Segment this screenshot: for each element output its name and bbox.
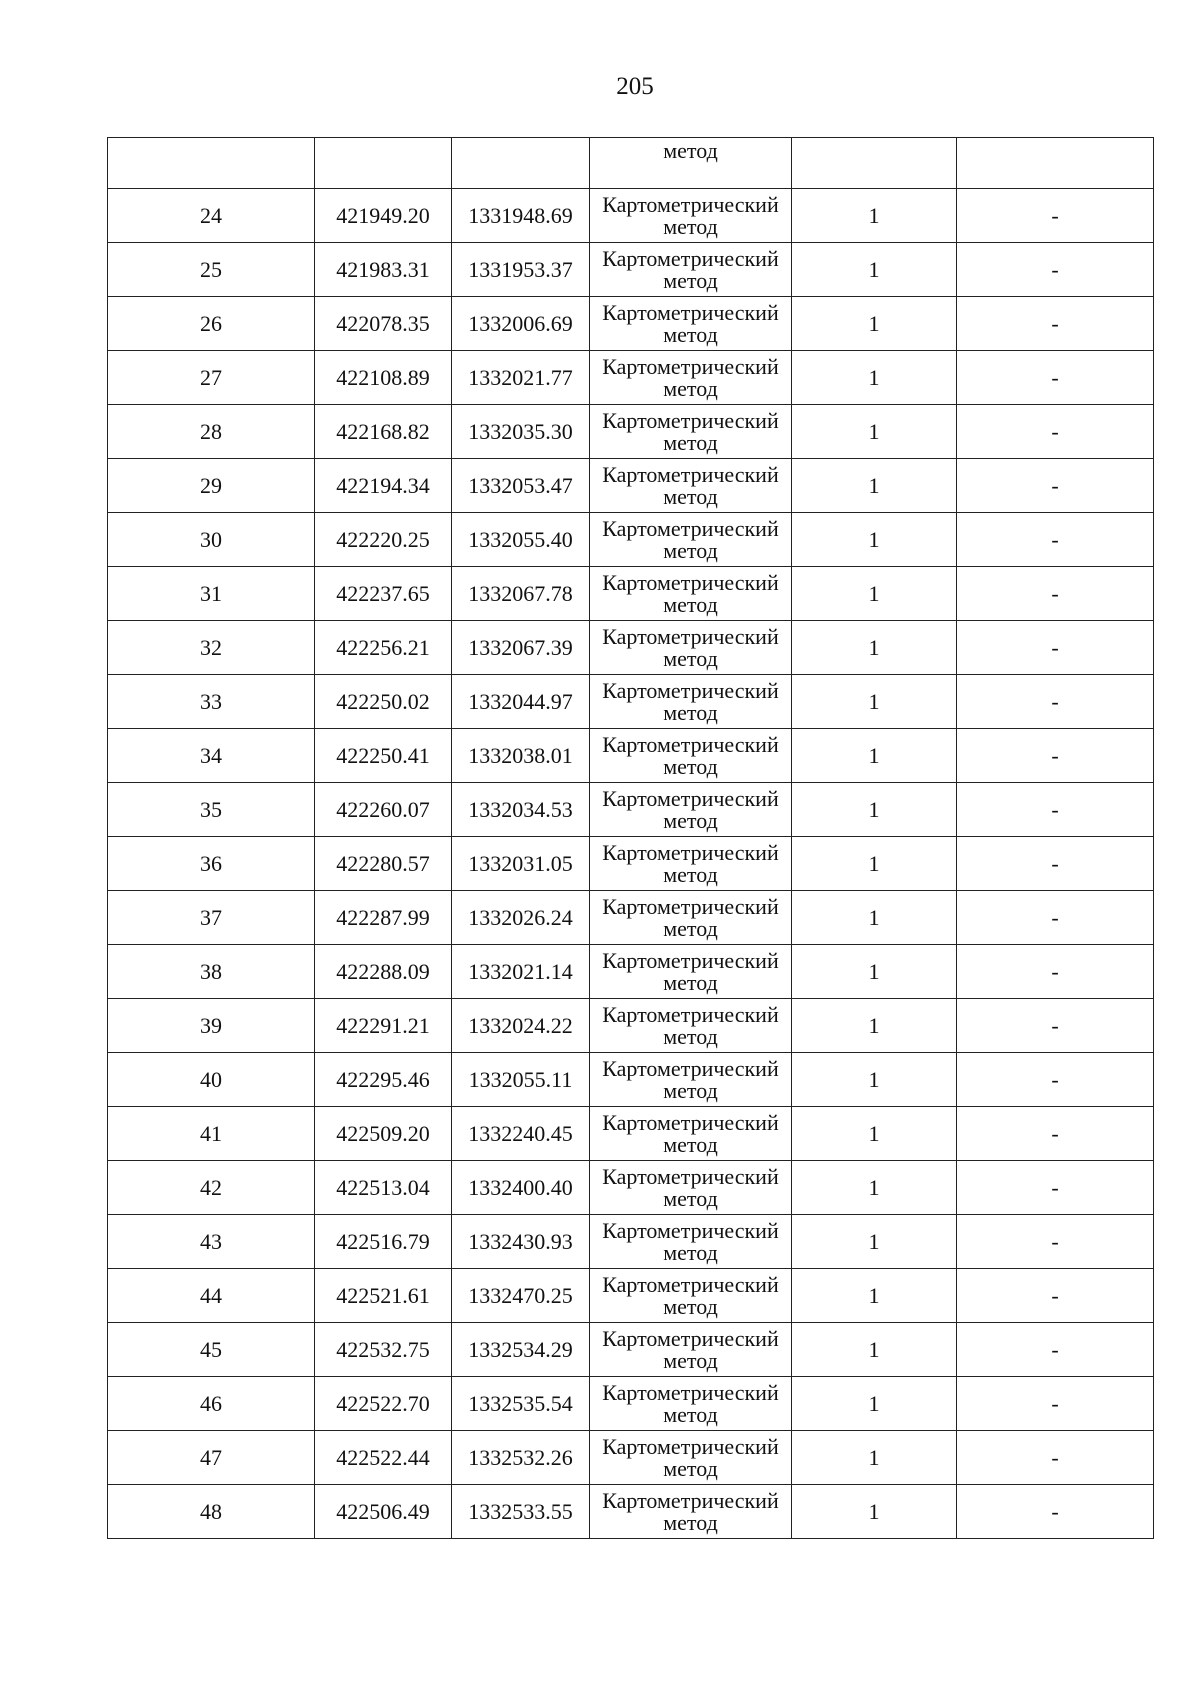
y-coordinate-cell: 1332240.45 <box>452 1107 590 1161</box>
method-line-2: метод <box>663 861 718 887</box>
method-cell <box>590 621 792 675</box>
x-coordinate-cell: 422280.57 <box>315 837 452 891</box>
x-coordinate-cell: 422108.89 <box>315 351 452 405</box>
method-cell <box>590 999 792 1053</box>
note-cell: - <box>957 189 1154 243</box>
method-line-1: Картометрический <box>602 569 779 595</box>
method-cell <box>590 513 792 567</box>
x-coordinate-cell: 422532.75 <box>315 1323 452 1377</box>
x-coordinate-cell: 422295.46 <box>315 1053 452 1107</box>
point-number-cell: 29 <box>108 459 315 513</box>
accuracy-cell: 1 <box>792 1161 957 1215</box>
point-number-cell: 45 <box>108 1323 315 1377</box>
page-number: 205 <box>616 73 654 100</box>
point-number-cell: 43 <box>108 1215 315 1269</box>
table-row <box>108 1269 1154 1323</box>
note-cell: - <box>957 351 1154 405</box>
accuracy-cell: 1 <box>792 675 957 729</box>
y-coordinate-cell: 1332470.25 <box>452 1269 590 1323</box>
method-cell <box>590 567 792 621</box>
x-coordinate-cell: 422506.49 <box>315 1485 452 1539</box>
method-cell <box>590 1431 792 1485</box>
accuracy-cell: 1 <box>792 297 957 351</box>
point-number-cell: 48 <box>108 1485 315 1539</box>
method-line-1: Картометрический <box>602 623 779 649</box>
method-line-1: Картометрический <box>602 1433 779 1459</box>
table-row <box>108 243 1154 297</box>
method-line-2: метод <box>663 1401 718 1427</box>
table-row <box>108 675 1154 729</box>
method-line-2: метод <box>663 1185 718 1211</box>
point-number-cell: 25 <box>108 243 315 297</box>
method-cell <box>590 1377 792 1431</box>
note-cell: - <box>957 999 1154 1053</box>
cell-empty <box>792 138 957 189</box>
accuracy-cell: 1 <box>792 1323 957 1377</box>
method-line-2: метод <box>663 807 718 833</box>
point-number-cell: 47 <box>108 1431 315 1485</box>
x-coordinate-cell: 422237.65 <box>315 567 452 621</box>
y-coordinate-cell: 1332534.29 <box>452 1323 590 1377</box>
x-coordinate-cell: 422256.21 <box>315 621 452 675</box>
method-line-1: Картометрический <box>602 407 779 433</box>
coordinates-table <box>107 137 1154 1539</box>
y-coordinate-cell: 1332024.22 <box>452 999 590 1053</box>
method-line-2: метод <box>663 1239 718 1265</box>
method-line-2: метод <box>663 213 718 239</box>
method-cell <box>590 189 792 243</box>
y-coordinate-cell: 1332400.40 <box>452 1161 590 1215</box>
method-line-2: метод <box>663 267 718 293</box>
accuracy-cell: 1 <box>792 513 957 567</box>
accuracy-cell: 1 <box>792 405 957 459</box>
table-row <box>108 783 1154 837</box>
y-coordinate-cell: 1332430.93 <box>452 1215 590 1269</box>
method-line-2: метод <box>663 915 718 941</box>
method-line-1: Картометрический <box>602 191 779 217</box>
table-row <box>108 999 1154 1053</box>
point-number-cell: 26 <box>108 297 315 351</box>
method-line-1: Картометрический <box>602 1271 779 1297</box>
method-cell <box>590 1107 792 1161</box>
point-number-cell: 37 <box>108 891 315 945</box>
method-line-1: Картометрический <box>602 515 779 541</box>
x-coordinate-cell: 422220.25 <box>315 513 452 567</box>
method-line-1: Картометрический <box>602 1487 779 1513</box>
table-row <box>108 837 1154 891</box>
x-coordinate-cell: 422516.79 <box>315 1215 452 1269</box>
x-coordinate-cell: 422288.09 <box>315 945 452 999</box>
note-cell: - <box>957 513 1154 567</box>
point-number-cell: 39 <box>108 999 315 1053</box>
x-coordinate-cell: 422287.99 <box>315 891 452 945</box>
accuracy-cell: 1 <box>792 729 957 783</box>
table-row <box>108 1377 1154 1431</box>
method-line-1: Картометрический <box>602 245 779 271</box>
table-row <box>108 1485 1154 1539</box>
point-number-cell: 46 <box>108 1377 315 1431</box>
y-coordinate-cell: 1332067.39 <box>452 621 590 675</box>
accuracy-cell: 1 <box>792 783 957 837</box>
method-cell <box>590 243 792 297</box>
method-line-1: Картометрический <box>602 1109 779 1135</box>
note-cell: - <box>957 1377 1154 1431</box>
method-line-2: метод <box>663 429 718 455</box>
accuracy-cell: 1 <box>792 1107 957 1161</box>
y-coordinate-cell: 1332067.78 <box>452 567 590 621</box>
table-row <box>108 405 1154 459</box>
table-row <box>108 567 1154 621</box>
x-coordinate-cell: 422291.21 <box>315 999 452 1053</box>
continuation-row <box>108 138 1154 189</box>
point-number-cell: 35 <box>108 783 315 837</box>
y-coordinate-cell: 1332034.53 <box>452 783 590 837</box>
method-line-2: метод <box>663 1131 718 1157</box>
note-cell: - <box>957 945 1154 999</box>
table-row <box>108 1431 1154 1485</box>
x-coordinate-cell: 422522.44 <box>315 1431 452 1485</box>
accuracy-cell: 1 <box>792 459 957 513</box>
cell-empty <box>108 138 315 189</box>
method-line-1: Картометрический <box>602 1325 779 1351</box>
point-number-cell: 41 <box>108 1107 315 1161</box>
accuracy-cell: 1 <box>792 1377 957 1431</box>
note-cell: - <box>957 405 1154 459</box>
method-line-1: Картометрический <box>602 299 779 325</box>
table-row <box>108 1107 1154 1161</box>
method-cell <box>590 675 792 729</box>
x-coordinate-cell: 422509.20 <box>315 1107 452 1161</box>
note-cell: - <box>957 675 1154 729</box>
method-line-1: Картометрический <box>602 839 779 865</box>
table-row <box>108 1053 1154 1107</box>
method-cell <box>590 945 792 999</box>
method-line-2: метод <box>663 969 718 995</box>
table-row <box>108 1323 1154 1377</box>
note-cell: - <box>957 783 1154 837</box>
table-row <box>108 891 1154 945</box>
accuracy-cell: 1 <box>792 1215 957 1269</box>
point-number-cell: 31 <box>108 567 315 621</box>
method-line-2: метод <box>663 375 718 401</box>
method-line-2: метод <box>663 645 718 671</box>
table-row <box>108 459 1154 513</box>
point-number-cell: 28 <box>108 405 315 459</box>
accuracy-cell: 1 <box>792 891 957 945</box>
table-row <box>108 945 1154 999</box>
note-cell: - <box>957 1323 1154 1377</box>
y-coordinate-cell: 1332044.97 <box>452 675 590 729</box>
method-line-2: метод <box>663 1509 718 1535</box>
accuracy-cell: 1 <box>792 999 957 1053</box>
y-coordinate-cell: 1332021.77 <box>452 351 590 405</box>
point-number-cell: 38 <box>108 945 315 999</box>
table-row <box>108 1161 1154 1215</box>
method-cell <box>590 351 792 405</box>
point-number-cell: 36 <box>108 837 315 891</box>
method-line-1: Картометрический <box>602 677 779 703</box>
x-coordinate-cell: 421949.20 <box>315 189 452 243</box>
method-cell <box>590 1053 792 1107</box>
method-line-2: метод <box>663 1455 718 1481</box>
method-line-1: Картометрический <box>602 1163 779 1189</box>
x-coordinate-cell: 422521.61 <box>315 1269 452 1323</box>
table-row <box>108 189 1154 243</box>
method-line-2: метод <box>663 537 718 563</box>
table-row <box>108 729 1154 783</box>
method-line-2: метод <box>663 753 718 779</box>
y-coordinate-cell: 1332031.05 <box>452 837 590 891</box>
method-line-2: метод <box>663 1077 718 1103</box>
method-line-2: метод <box>663 699 718 725</box>
table-body <box>108 138 1154 1539</box>
y-coordinate-cell: 1332026.24 <box>452 891 590 945</box>
method-line-1: Картометрический <box>602 947 779 973</box>
method-cell <box>590 891 792 945</box>
note-cell: - <box>957 243 1154 297</box>
point-number-cell: 34 <box>108 729 315 783</box>
method-cell <box>590 405 792 459</box>
method-cell <box>590 297 792 351</box>
method-line-2: метод <box>663 1023 718 1049</box>
accuracy-cell: 1 <box>792 189 957 243</box>
method-line-2: метод <box>663 591 718 617</box>
method-cell <box>590 1161 792 1215</box>
note-cell: - <box>957 837 1154 891</box>
y-coordinate-cell: 1332053.47 <box>452 459 590 513</box>
table-row <box>108 297 1154 351</box>
method-line-2: метод <box>663 1347 718 1373</box>
method-line-1: Картометрический <box>602 893 779 919</box>
point-number-cell: 27 <box>108 351 315 405</box>
note-cell: - <box>957 1485 1154 1539</box>
x-coordinate-cell: 422522.70 <box>315 1377 452 1431</box>
method-line-2: метод <box>663 1293 718 1319</box>
table-row <box>108 351 1154 405</box>
x-coordinate-cell: 421983.31 <box>315 243 452 297</box>
method-cell <box>590 1215 792 1269</box>
x-coordinate-cell: 422168.82 <box>315 405 452 459</box>
method-line-1: Картометрический <box>602 785 779 811</box>
note-cell: - <box>957 1269 1154 1323</box>
method-line-1: Картометрический <box>602 461 779 487</box>
note-cell: - <box>957 1431 1154 1485</box>
accuracy-cell: 1 <box>792 1431 957 1485</box>
accuracy-cell: 1 <box>792 1053 957 1107</box>
x-coordinate-cell: 422250.41 <box>315 729 452 783</box>
note-cell: - <box>957 729 1154 783</box>
method-line-1: Картометрический <box>602 1001 779 1027</box>
method-line-1: Картометрический <box>602 353 779 379</box>
cell-empty <box>957 138 1154 189</box>
continuation-method-cell: метод <box>590 138 792 189</box>
y-coordinate-cell: 1332535.54 <box>452 1377 590 1431</box>
method-line-1: Картометрический <box>602 731 779 757</box>
method-cell <box>590 1323 792 1377</box>
y-coordinate-cell: 1332006.69 <box>452 297 590 351</box>
method-cell <box>590 729 792 783</box>
method-line-1: Картометрический <box>602 1379 779 1405</box>
y-coordinate-cell: 1332055.40 <box>452 513 590 567</box>
method-cell <box>590 1485 792 1539</box>
note-cell: - <box>957 891 1154 945</box>
y-coordinate-cell: 1331953.37 <box>452 243 590 297</box>
x-coordinate-cell: 422250.02 <box>315 675 452 729</box>
table-row <box>108 513 1154 567</box>
accuracy-cell: 1 <box>792 945 957 999</box>
table-row <box>108 621 1154 675</box>
method-cell <box>590 837 792 891</box>
point-number-cell: 24 <box>108 189 315 243</box>
cell-empty <box>315 138 452 189</box>
note-cell: - <box>957 567 1154 621</box>
accuracy-cell: 1 <box>792 621 957 675</box>
x-coordinate-cell: 422078.35 <box>315 297 452 351</box>
note-cell: - <box>957 621 1154 675</box>
note-cell: - <box>957 1161 1154 1215</box>
method-cell <box>590 1269 792 1323</box>
y-coordinate-cell: 1332038.01 <box>452 729 590 783</box>
y-coordinate-cell: 1332021.14 <box>452 945 590 999</box>
method-cell <box>590 783 792 837</box>
x-coordinate-cell: 422260.07 <box>315 783 452 837</box>
accuracy-cell: 1 <box>792 837 957 891</box>
y-coordinate-cell: 1332533.55 <box>452 1485 590 1539</box>
note-cell: - <box>957 459 1154 513</box>
accuracy-cell: 1 <box>792 351 957 405</box>
point-number-cell: 30 <box>108 513 315 567</box>
point-number-cell: 44 <box>108 1269 315 1323</box>
note-cell: - <box>957 297 1154 351</box>
accuracy-cell: 1 <box>792 1485 957 1539</box>
note-cell: - <box>957 1215 1154 1269</box>
accuracy-cell: 1 <box>792 243 957 297</box>
accuracy-cell: 1 <box>792 1269 957 1323</box>
cell-empty <box>452 138 590 189</box>
method-cell <box>590 459 792 513</box>
x-coordinate-cell: 422194.34 <box>315 459 452 513</box>
point-number-cell: 42 <box>108 1161 315 1215</box>
y-coordinate-cell: 1332532.26 <box>452 1431 590 1485</box>
point-number-cell: 33 <box>108 675 315 729</box>
point-number-cell: 40 <box>108 1053 315 1107</box>
y-coordinate-cell: 1332055.11 <box>452 1053 590 1107</box>
y-coordinate-cell: 1331948.69 <box>452 189 590 243</box>
note-cell: - <box>957 1107 1154 1161</box>
x-coordinate-cell: 422513.04 <box>315 1161 452 1215</box>
method-line-1: Картометрический <box>602 1055 779 1081</box>
note-cell: - <box>957 1053 1154 1107</box>
method-line-2: метод <box>663 483 718 509</box>
accuracy-cell: 1 <box>792 567 957 621</box>
method-line-2: метод <box>663 321 718 347</box>
point-number-cell: 32 <box>108 621 315 675</box>
method-line-1: Картометрический <box>602 1217 779 1243</box>
table-row <box>108 1215 1154 1269</box>
y-coordinate-cell: 1332035.30 <box>452 405 590 459</box>
